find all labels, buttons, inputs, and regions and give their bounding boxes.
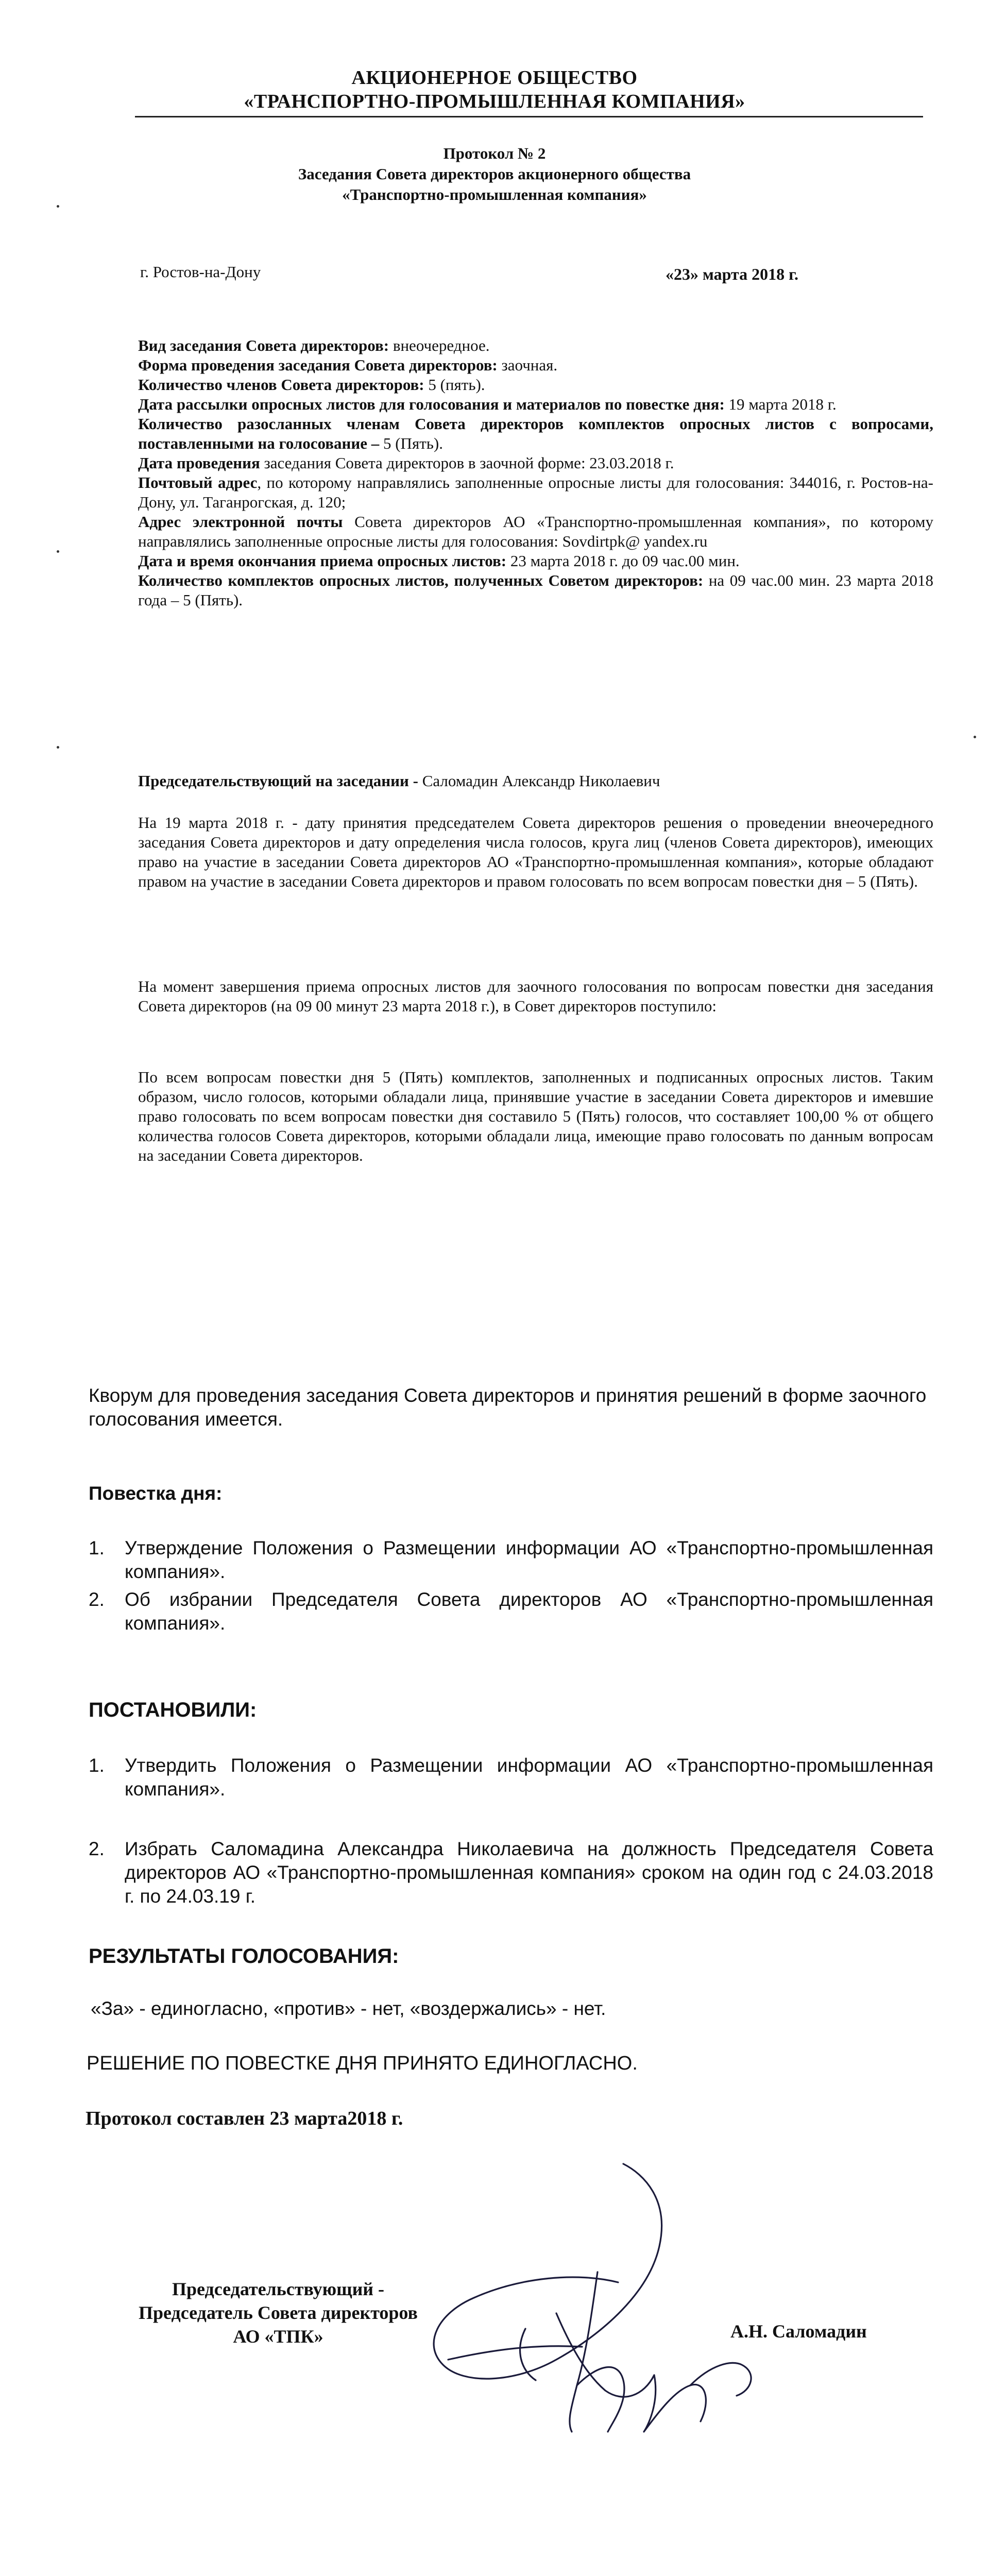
decision-statement: РЕШЕНИЕ ПО ПОВЕСТКЕ ДНЯ ПРИНЯТО ЕДИНОГЛАСНО. [87, 2053, 638, 2074]
paragraph-vote-count: По всем вопросам повестки дня 5 (Пять) комплектов, заполненных и подписанных опросных листов. Таким образом, число голосов, которыми обладали лица, принявшие участие в заседании Совета директоров и имевшие право голосовать по всем вопросам повестки дня составило 5 (Пять) голосов, что составляет 100,00 % от общего количества голосов Совета директоров, которыми обладали лица, имеющие право голосовать по данным вопросам на заседании Совета директоров. [138, 1068, 933, 1164]
detail-row: Дата рассылки опросных листов для голосования и материалов по повестке дня: 19 марта 2018 г. [138, 395, 837, 413]
protocol-subtitle-1: Заседания Совета директоров акционерного общества [298, 165, 691, 183]
compiled-date: Протокол составлен 23 марта2018 г. [86, 2108, 403, 2129]
detail-row: Форма проведения заседания Совета директоров: заочная. [138, 356, 558, 374]
scan-dot [974, 736, 976, 738]
agenda-item: 2. Об избрании Председателя Совета директоров АО «Транспортно-промышленная компания». [89, 1589, 933, 1634]
detail-row: Количество комплектов опросных листов, полученных Советом директоров: на 09 час.00 мин. 23 марта 2018 года – 5 (Пять). [138, 571, 934, 609]
scan-dot [57, 746, 59, 749]
scan-dot [57, 550, 59, 553]
handwritten-signature [402, 2143, 773, 2452]
protocol-date: «23» марта 2018 г. [666, 265, 798, 283]
paragraph-record-date: На 19 марта 2018 г. - дату принятия председателем Совета директоров решения о проведении внеочередного заседания Совета директоров и дату определения числа голосов, круга лиц (членов Совета директоров), имеющих право на участие в заседании Совета директоров АО «Транспортно-промышленная компания», которые обладают правом на участие в заседании Совета директоров и правом голосовать по всем вопросам повестки дня – 5 (Пять). [138, 814, 933, 890]
detail-row: Количество разосланных членам Совета директоров комплектов опросных листов с вопросами, поставленными на голосование – 5 (Пять). [138, 415, 933, 452]
protocol-subtitle-2: «Транспортно-промышленная компания» [342, 185, 647, 204]
agenda-title: Повестка дня: [89, 1483, 223, 1504]
detail-row: Адрес электронной почты Совета директоров АО «Транспортно-промышленная компания», по которому направлялись заполненные опросные листы для голосования: Sovdirtpk@ yandex.ru [138, 513, 933, 550]
detail-row: Почтовый адрес, по которому направлялись заполненные опросные листы для голосования: 344016, г. Ростов-на-Дону, ул. Таганрогская, д. 120; [138, 473, 933, 511]
vote-results: «За» - единогласно, «против» - нет, «воздержались» - нет. [91, 1998, 606, 2019]
detail-row: Количество членов Совета директоров: 5 (пять). [138, 376, 485, 394]
results-title: РЕЗУЛЬТАТЫ ГОЛОСОВАНИЯ: [89, 1945, 399, 1968]
chair-line: Председательствующий на заседании - Саломадин Александр Николаевич [138, 772, 660, 790]
detail-row: Дата и время окончания приема опросных листов: 23 марта 2018 г. до 09 час.00 мин. [138, 552, 740, 570]
meeting-details [138, 336, 933, 610]
signatory-title: Председательствующий - Председатель Совета директоров АО «ТПК» [139, 2279, 418, 2347]
resolution-item: 1. Утвердить Положения о Размещении информации АО «Транспортно-промышленная компания». [89, 1755, 933, 1800]
resolved-title: ПОСТАНОВИЛИ: [89, 1699, 257, 1721]
detail-row: Дата проведения заседания Совета директоров в заочной форме: 23.03.2018 г. [138, 454, 674, 472]
signatory-name: А.Н. Саломадин [730, 2321, 867, 2342]
quorum-statement: Кворум для проведения заседания Совета директоров и принятия решений в форме заочного голосования имеется. [89, 1385, 927, 1430]
protocol-number: Протокол № 2 [443, 144, 546, 162]
org-title-line2: «ТРАНСПОРТНО-ПРОМЫШЛЕННАЯ КОМПАНИЯ» [244, 91, 745, 112]
scan-dot [57, 205, 59, 208]
agenda-item: 1. Утверждение Положения о Размещении информации АО «Транспортно-промышленная компания». [89, 1537, 933, 1582]
header-rule [135, 116, 923, 117]
protocol-city: г. Ростов-на-Дону [140, 263, 261, 281]
detail-row: Вид заседания Совета директоров: внеочередное. [138, 336, 490, 354]
paragraph-ballots-received: На момент завершения приема опросных листов для заочного голосования по вопросам повестки дня заседания Совета директоров (на 09 00 минут 23 марта 2018 г.), в Совет директоров поступило: [138, 977, 933, 1015]
resolution-item: 2. Избрать Саломадина Александра Николаевича на должность Председателя Совета директоров АО «Транспортно-промышленная компания» сроком на один год с 24.03.2018 г. по 24.03.19 г. [89, 1838, 933, 1907]
org-title-line1: АКЦИОНЕРНОЕ ОБЩЕСТВО [351, 67, 638, 89]
